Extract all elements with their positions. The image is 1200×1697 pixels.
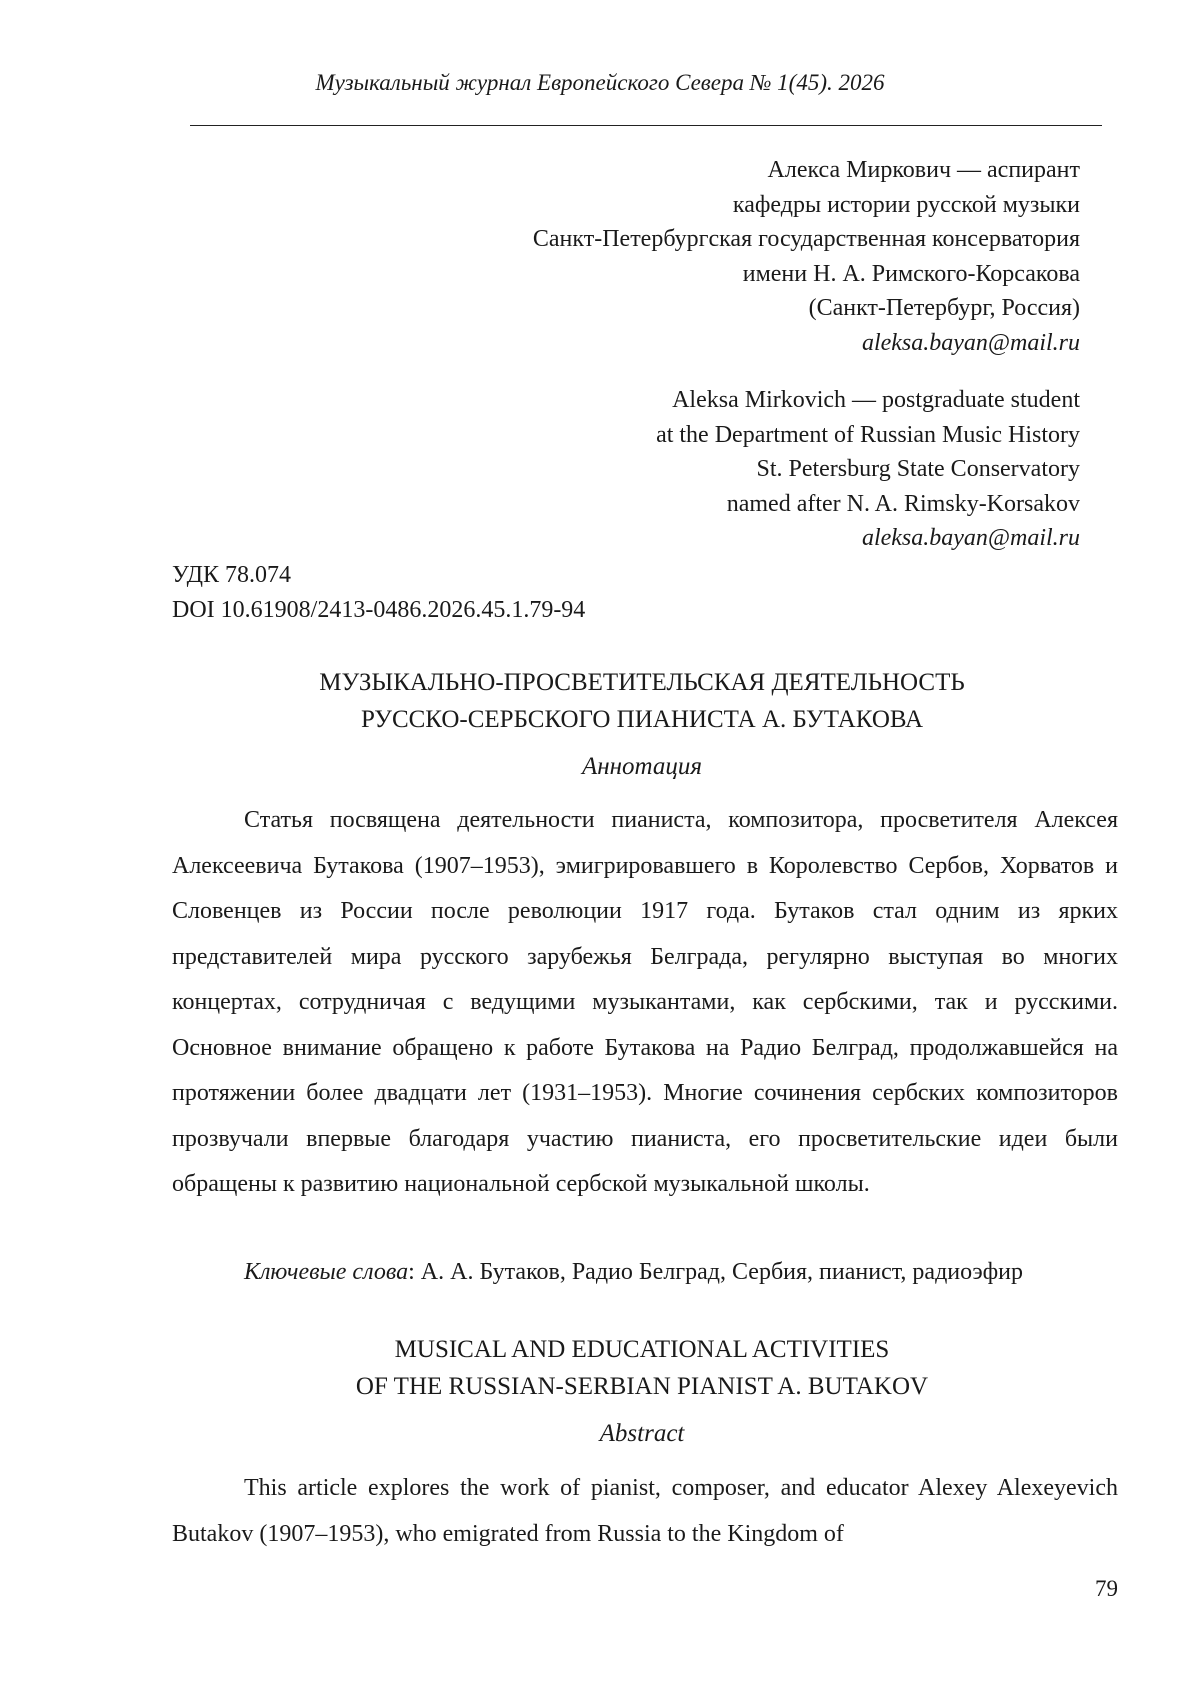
title-en-line-1: MUSICAL AND EDUCATIONAL ACTIVITIES [394,1336,890,1363]
annotation-paragraph: Статья посвящена деятельности пианиста, композитора, просветителя Алексея Алексеевича Бутакова (1907–1953), эмигрировавшего в Королевство Сербов, Хорватов и Словенцев из России после революции 1917 года. Бутаков стал одним из ярких представителей мира русского зарубежья Белграда, регулярно выступая во многих концертах, сотрудничая с ведущими музыкантами, как сербскими, так и русскими. Основное внимание обращено к работе Бутакова на Радио Белград, продолжавшейся на протяжении более двадцати лет (1931–1953). Многие сочинения сербских композиторов прозвучали впервые благодаря участию пианиста, его просветительские идеи были обращены к развитию национальной сербской музыкальной школы. [172,807,1118,1197]
abstract-paragraph: This article explores the work of pianist, composer, and educator Alexey Alexeyevich Butakov (1907–1953), who emigrated from Russia to the Kingdom of [172,1475,1118,1547]
author-en-email[interactable]: aleksa.bayan@mail.ru [861,525,1080,551]
abstract-heading: Abstract [599,1420,685,1447]
author-en-line: named after N. A. Rimsky-Korsakov [726,490,1080,517]
annotation-heading: Аннотация [581,753,703,780]
author-info-ru [533,153,1080,360]
keywords-text: А. А. Бутаков, Радио Белград, Сербия, пианист, радиоэфир [420,1259,1023,1285]
author-ru-line: имени Н. А. Римского-Корсакова [742,260,1080,287]
keywords-ru [244,1255,1023,1289]
article-identifiers [172,558,585,627]
author-en-line: at the Department of Russian Music History [656,421,1080,448]
title-ru-line-2: РУССКО-СЕРБСКОГО ПИАНИСТА А. БУТАКОВА [360,706,924,733]
author-ru-email[interactable]: aleksa.bayan@mail.ru [861,329,1080,356]
header-rule [190,125,1102,126]
title-ru-line-1: МУЗЫКАЛЬНО-ПРОСВЕТИТЕЛЬСКАЯ ДЕЯТЕЛЬНОСТЬ [319,669,965,696]
doi[interactable]: DOI 10.61908/2413-0486.2026.45.1.79-94 [172,596,586,623]
author-ru-line: Алекса Миркович — аспирант [767,157,1080,183]
author-ru-line: кафедры истории русской музыки [732,191,1080,218]
title-en-line-2: OF THE RUSSIAN-SERBIAN PIANIST A. BUTAKOV [355,1373,929,1400]
author-info-en [656,383,1080,556]
annotation-body [172,798,1118,1208]
author-en-line: St. Petersburg State Conservatory [756,456,1080,482]
keywords-label: Ключевые слова [244,1259,409,1285]
page-number: 79 [1095,1576,1118,1601]
running-head: Музыкальный журнал Европейского Севера № 1(45). 2026 [315,70,885,95]
article-title-en [172,1331,1112,1405]
abstract-body [172,1466,1118,1557]
author-ru-line: Санкт-Петербургская государственная консерватория [532,226,1080,252]
author-en-line: Aleksa Mirkovich — postgraduate student [672,387,1080,413]
article-title-ru [172,664,1112,738]
udc-code: УДК 78.074 [172,562,291,588]
author-ru-line: (Санкт-Петербург, Россия) [808,295,1080,321]
keywords-separator: : [408,1259,421,1285]
